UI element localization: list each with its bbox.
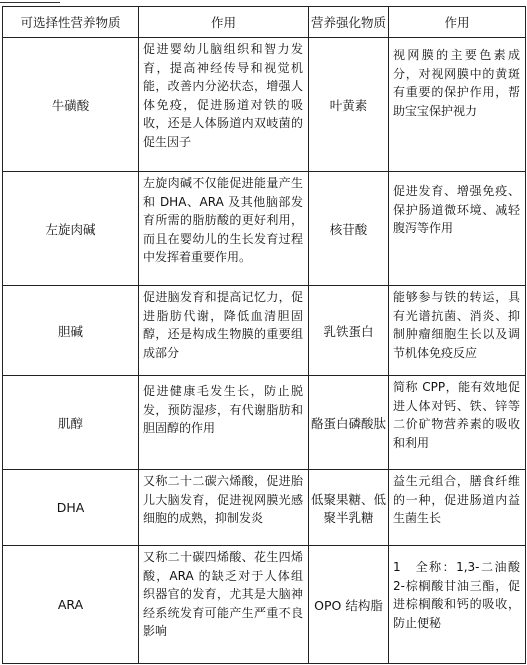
fortifier-effect: [389, 470, 526, 546]
header-effect: 作用: [139, 7, 309, 38]
fortifier-effect-text: 简称 CPP，能有效地促进人体对钙、铁、锌等二价矿物营养素的吸收和利用: [393, 380, 520, 450]
nutrient-effect-text: 促进脑发育和提高记忆力，促进脂肪代谢，降低血清胆固醇，还是构成生物膜的重要组成部分: [143, 290, 303, 360]
nutrient-effect: [139, 470, 309, 546]
nutrient-effect: [139, 546, 309, 664]
table-row: [3, 376, 526, 470]
nutrient-effect-text: 左旋肉碱不仅能促进能量产生和 DHA、ARA 及其他脑部发育所需的脂肪酸的更好利用，而且在婴幼儿的生长发育过程中发挥着重要作用。: [143, 176, 303, 264]
table-row: [3, 546, 526, 664]
fortifier-name: 乳铁蛋白: [309, 286, 389, 376]
table-row: [3, 286, 526, 376]
fortifier-effect-text: 能够参与铁的转运，具有光谱抗菌、消炎、抑制肿瘤细胞生长以及调节机体免疫反应: [393, 290, 520, 360]
nutrient-effect: [139, 38, 309, 172]
header-row: [3, 7, 526, 38]
nutrient-name: ARA: [3, 546, 139, 664]
nutrient-name: 胆碱: [3, 286, 139, 376]
nutrient-name: 肌醇: [3, 376, 139, 470]
nutrient-name: DHA: [3, 470, 139, 546]
fortifier-effect-text: 益生元组合，膳食纤维的一种，促进肠道内益生菌生长: [393, 474, 520, 525]
nutrient-name: 牛磺酸: [3, 38, 139, 172]
header-fortifier-effect: 作用: [389, 7, 526, 38]
fortifier-effect-text: 1 全称：1,3-二油酸 2-棕榈酸甘油三酯，促进棕榈酸和钙的吸收，防止便秘: [393, 560, 520, 630]
fortifier-name: 叶黄素: [309, 38, 389, 172]
fortifier-effect: [389, 286, 526, 376]
fortifier-effect-text: 视网膜的主要色素成分，对视网膜中的黄斑有重要的保护作用，帮助宝宝保护视力: [393, 48, 520, 118]
nutrient-effect-text: 促进健康毛发生长，防止脱发，预防湿疹，有代谢脂肪和胆固醇的作用: [143, 384, 303, 435]
fortifier-name: 低聚果糖、低聚半乳糖: [309, 470, 389, 546]
fortifier-name: 酪蛋白磷酸肽: [309, 376, 389, 470]
nutrition-table: [2, 6, 526, 664]
fortifier-effect: [389, 38, 526, 172]
nutrient-effect-text: 促进婴幼儿脑组织和智力发育，提高神经传导和视觉机能，改善内分泌状态，增强人体免疫，促进肠道对铁的吸收，还是人体肠道内双岐菌的促生因子: [143, 42, 303, 149]
fortifier-effect: [389, 376, 526, 470]
fortifier-effect: [389, 172, 526, 286]
nutrient-effect-text: 又称二十碳四烯酸、花生四烯酸，ARA 的缺乏对于人体组织器官的发育，尤其是大脑神经系统发育可能产生严重不良影响: [143, 550, 303, 638]
fortifier-effect-text: 促进发育、增强免疫、保护肠道微环境、减轻腹泻等作用: [393, 184, 520, 235]
header-fortifier: 营养强化物质: [309, 7, 389, 38]
nutrient-name: 左旋肉碱: [3, 172, 139, 286]
fortifier-name: OPO 结构脂: [309, 546, 389, 664]
nutrient-effect-text: 又称二十二碳六烯酸，促进胎儿大脑发育，促进视网膜光感细胞的成熟，抑制发炎: [143, 474, 303, 525]
nutrient-effect: [139, 172, 309, 286]
header-optional-nutrient: 可选择性营养物质: [3, 7, 139, 38]
nutrient-effect: [139, 376, 309, 470]
table-row: [3, 470, 526, 546]
table-row: [3, 38, 526, 172]
table-row: [3, 172, 526, 286]
fortifier-name: 核苷酸: [309, 172, 389, 286]
fortifier-effect: [389, 546, 526, 664]
nutrient-effect: [139, 286, 309, 376]
